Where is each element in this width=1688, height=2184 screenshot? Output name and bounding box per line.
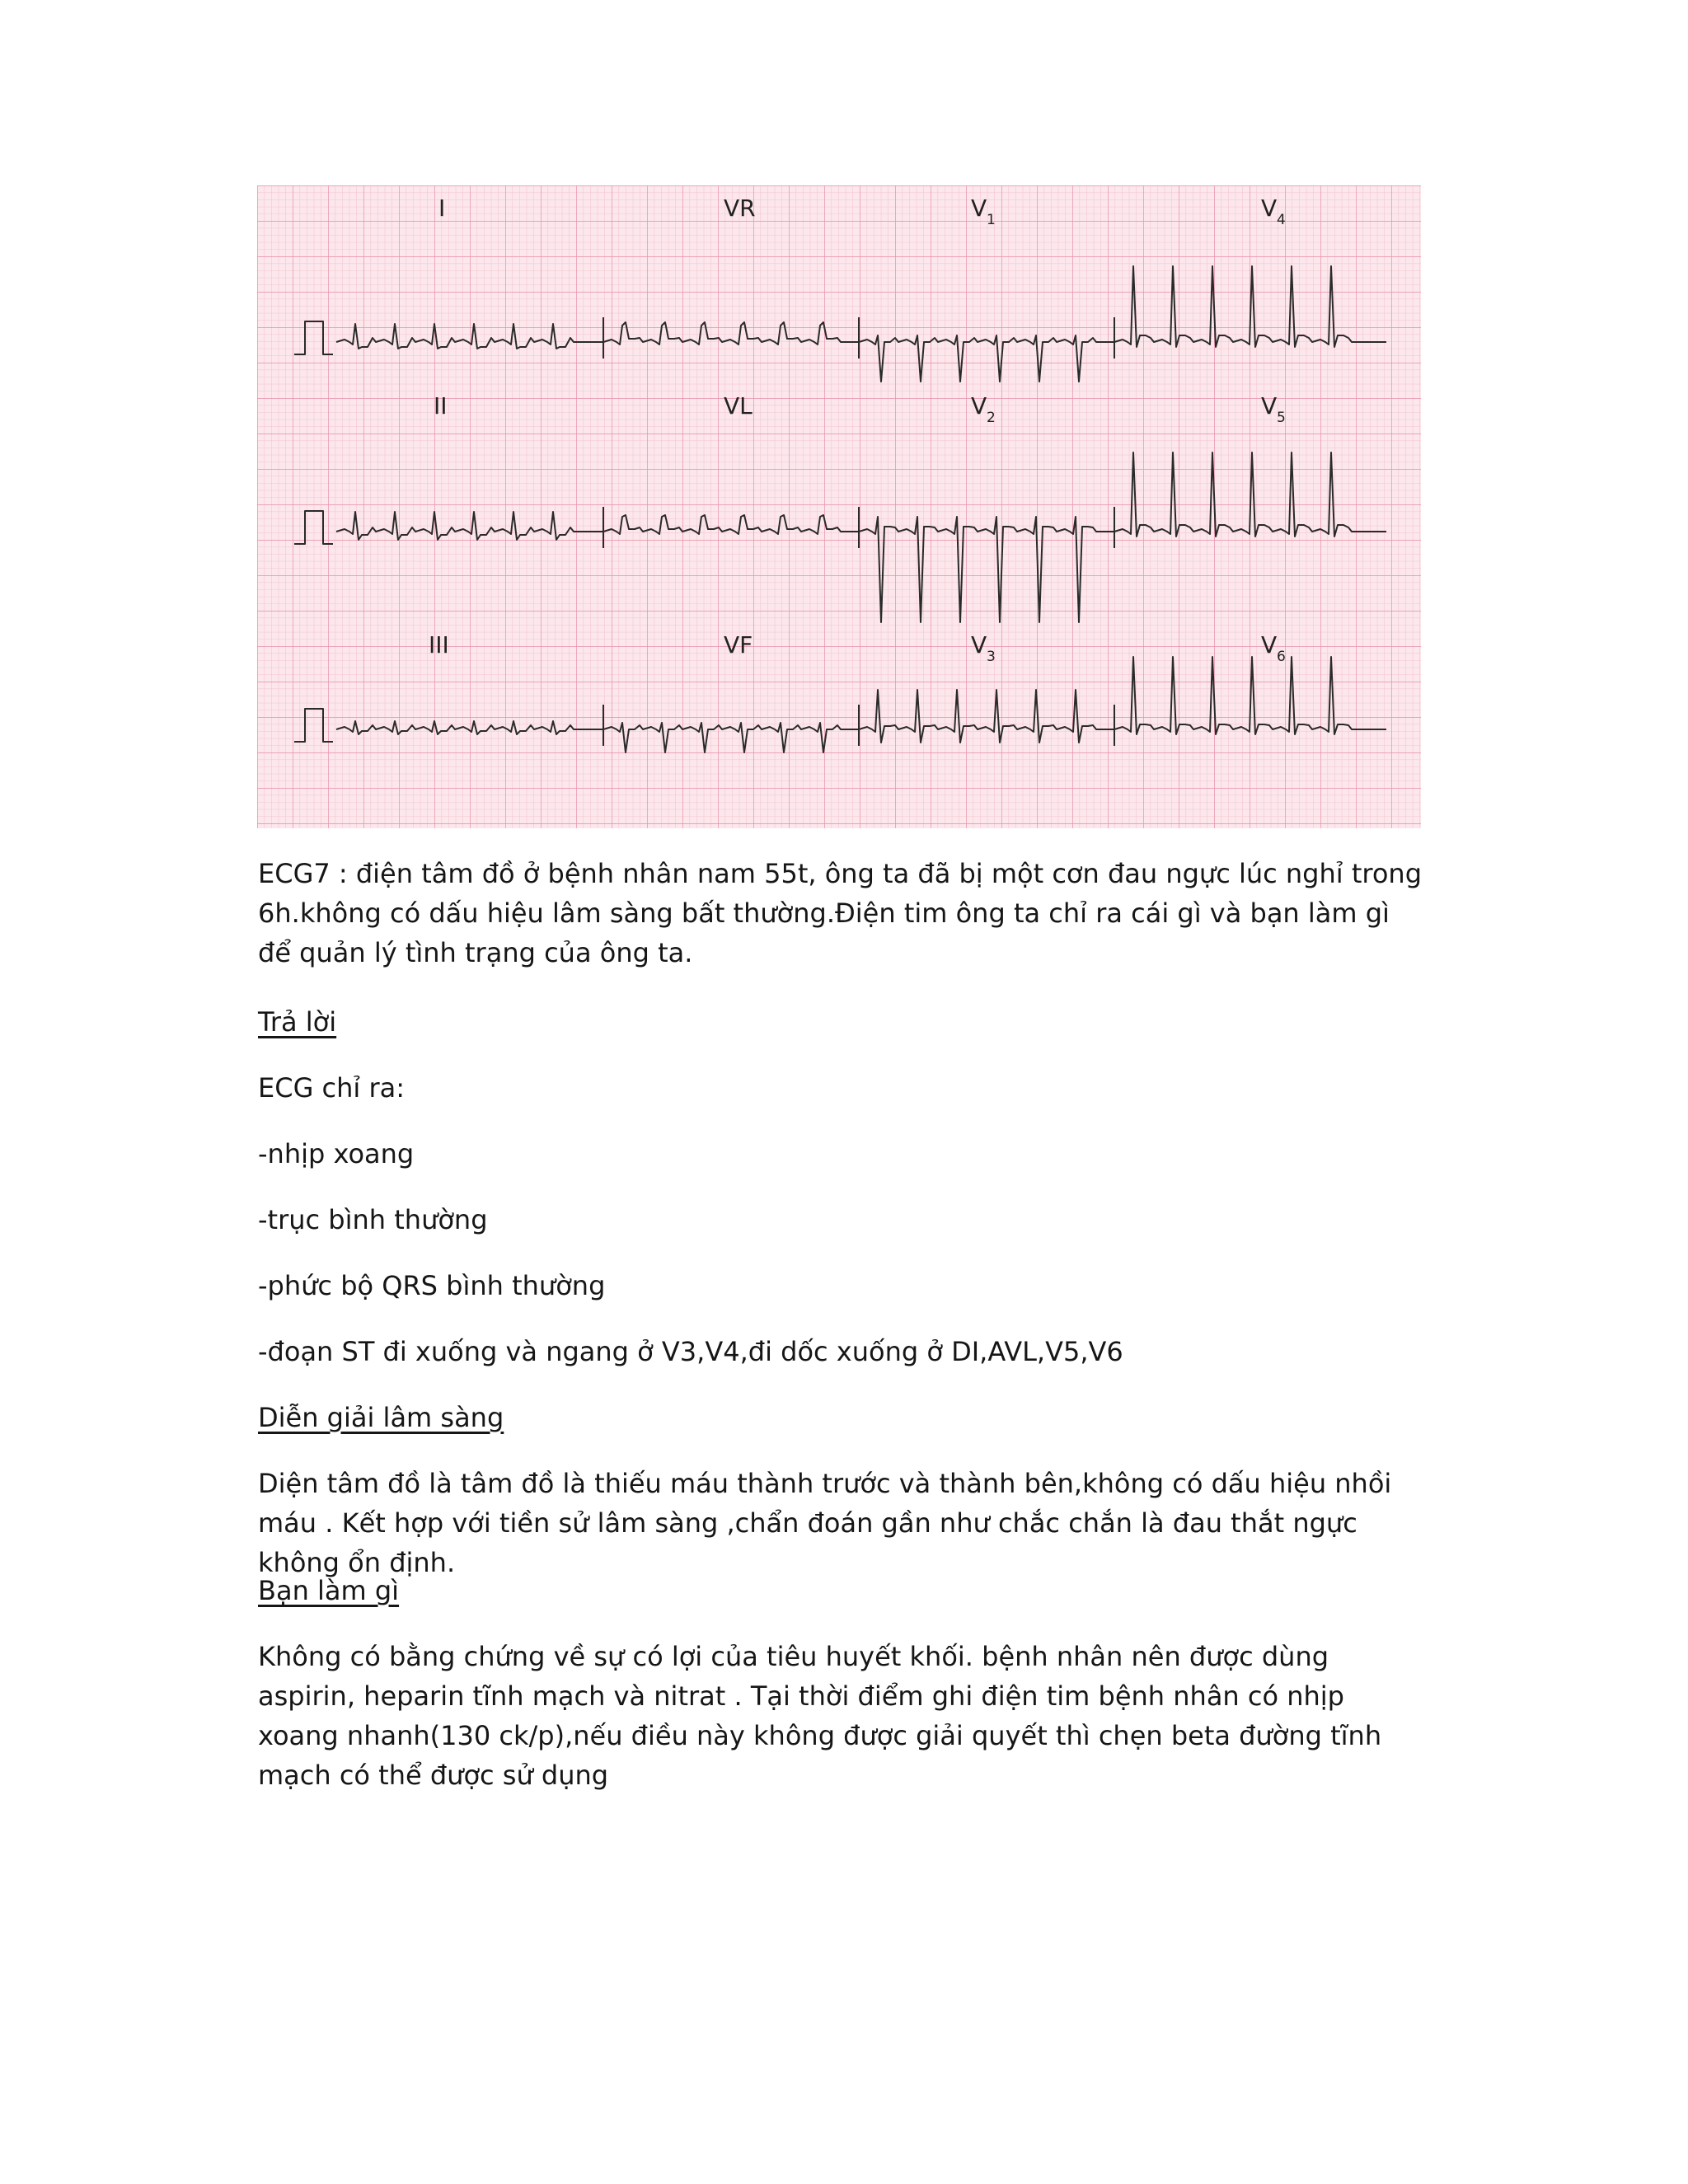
finding-item: -trục bình thường	[258, 1204, 488, 1235]
lead-label-V4: V	[1261, 194, 1278, 222]
lead-label-V6: V	[1261, 631, 1278, 658]
lead-label-V4-sub: 4	[1277, 212, 1286, 228]
lead-label-II: II	[434, 392, 448, 419]
lead-label-V1: V	[971, 194, 987, 222]
lead-label-V5: V	[1261, 392, 1278, 419]
answer-heading: Trả lời	[258, 1006, 337, 1038]
lead-label-V5-sub: 5	[1277, 410, 1286, 426]
action-heading: Bạn làm gì	[258, 1575, 400, 1606]
lead-label-V6-sub: 6	[1277, 649, 1286, 665]
lead-label-I: I	[438, 194, 446, 222]
lead-label-III: III	[429, 631, 449, 658]
finding-item: -phức bộ QRS bình thường	[258, 1270, 606, 1301]
lead-label-VL: VL	[724, 392, 753, 419]
ecg-strip-image	[257, 185, 1421, 828]
interpretation-heading: Diễn giải lâm sàng	[258, 1402, 504, 1433]
interpretation-paragraph: Diện tâm đồ là tâm đồ là thiếu máu thành trước và thành bên,không có dấu hiệu nhồi máu . Kết hợp với tiền sử lâm sàng ,chẩn đoán gần như chắc chắn là đau thắt ngực không ổn định.	[258, 1468, 1392, 1578]
finding-item: -đoạn ST đi xuống và ngang ở V3,V4,đi dốc xuống ở DI,AVL,V5,V6	[258, 1336, 1123, 1367]
lead-label-V2-sub: 2	[987, 410, 996, 426]
lead-label-VF: VF	[724, 631, 753, 658]
lead-label-V1-sub: 1	[987, 212, 996, 228]
lead-label-V2: V	[971, 392, 987, 419]
lead-label-V3: V	[971, 631, 987, 658]
finding-item: -nhịp xoang	[258, 1138, 415, 1169]
ecg-shows-label: ECG chỉ ra:	[258, 1072, 406, 1104]
question-paragraph: ECG7 : điện tâm đồ ở bệnh nhân nam 55t, ông ta đã bị một cơn đau ngực lúc nghỉ trong 6h.không có dấu hiệu lâm sàng bất thường.Điện tim ông ta chỉ ra cái gì và bạn làm gì để quản lý tình trạng của ông ta.	[258, 858, 1422, 968]
lead-label-V3-sub: 3	[987, 649, 996, 665]
action-paragraph: Không có bằng chứng về sự có lợi của tiêu huyết khối. bệnh nhân nên được dùng aspirin, heparin tĩnh mạch và nitrat . Tại thời điểm ghi điện tim bệnh nhân có nhịp xoang nhanh(130 ck/p),nếu điều này không được giải quyết thì chẹn beta đường tĩnh mạch có thể được sử dụng	[258, 1641, 1382, 1791]
lead-label-VR: VR	[724, 194, 756, 222]
